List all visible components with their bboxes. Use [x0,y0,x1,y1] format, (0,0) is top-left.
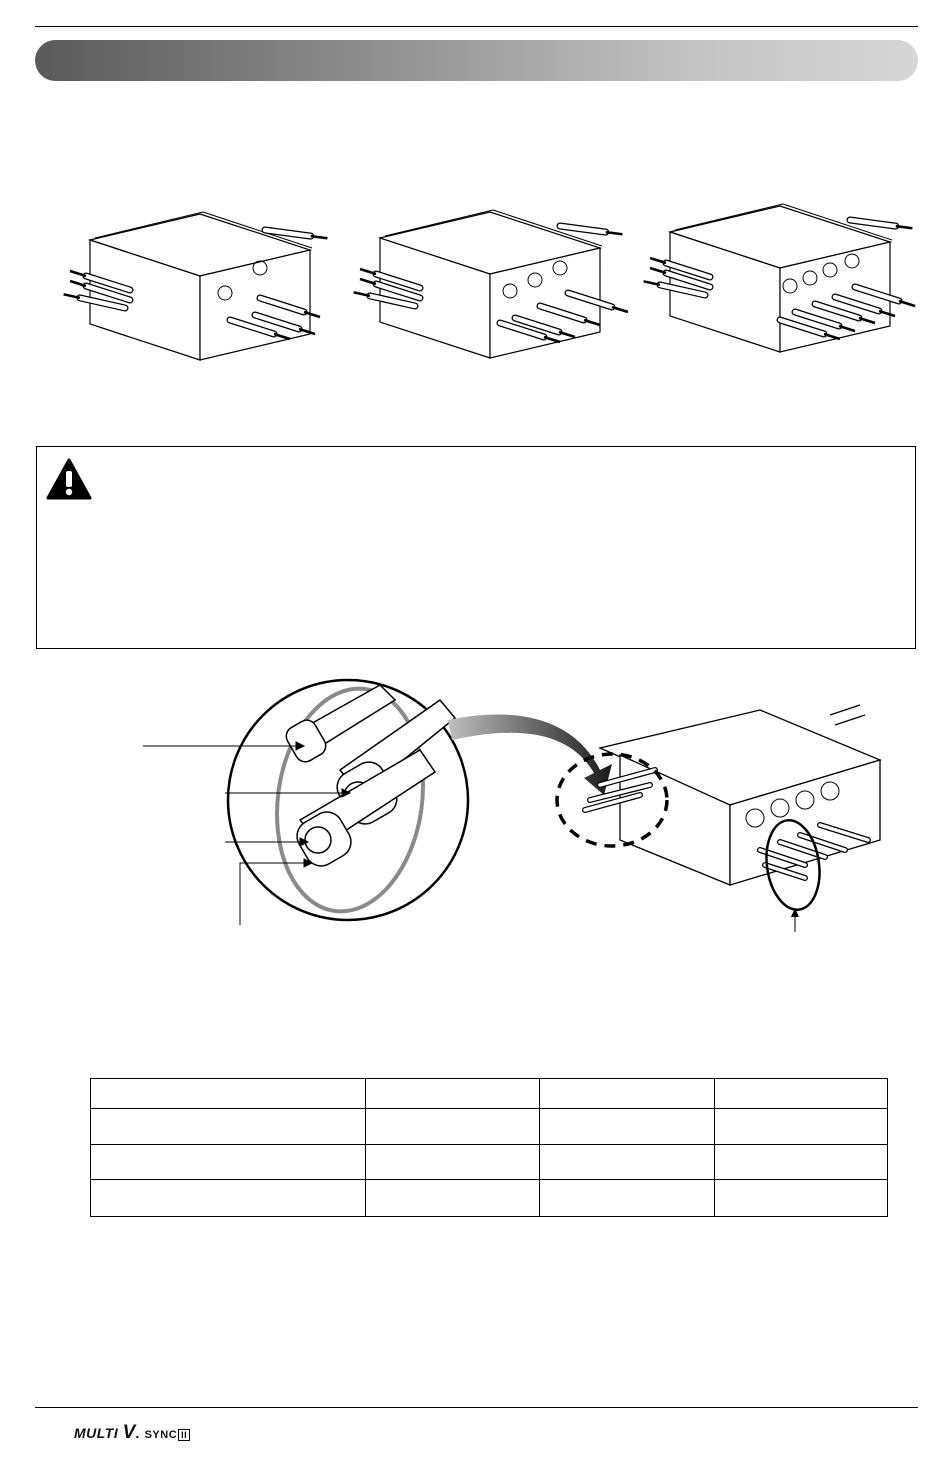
warning-triangle-icon [46,458,92,500]
table-row [91,1109,888,1145]
table-row [91,1145,888,1180]
brand-logo: MULTI V. SYNC II [74,1422,190,1444]
spec-table [90,1078,888,1217]
branch-unit-4-port [644,204,915,352]
pipe-connection-detail [0,670,950,940]
branch-unit-detail [585,705,880,885]
branch-unit-3-port [354,210,628,358]
header-rule [35,26,918,27]
table-row [91,1180,888,1217]
table-row [91,1079,888,1109]
warning-box [36,446,916,649]
branch-unit-2-port [64,212,328,360]
branch-unit-figures [0,190,950,370]
section-title-banner [35,40,918,81]
curved-arrow-icon [448,714,612,795]
footer-rule [35,1407,918,1408]
